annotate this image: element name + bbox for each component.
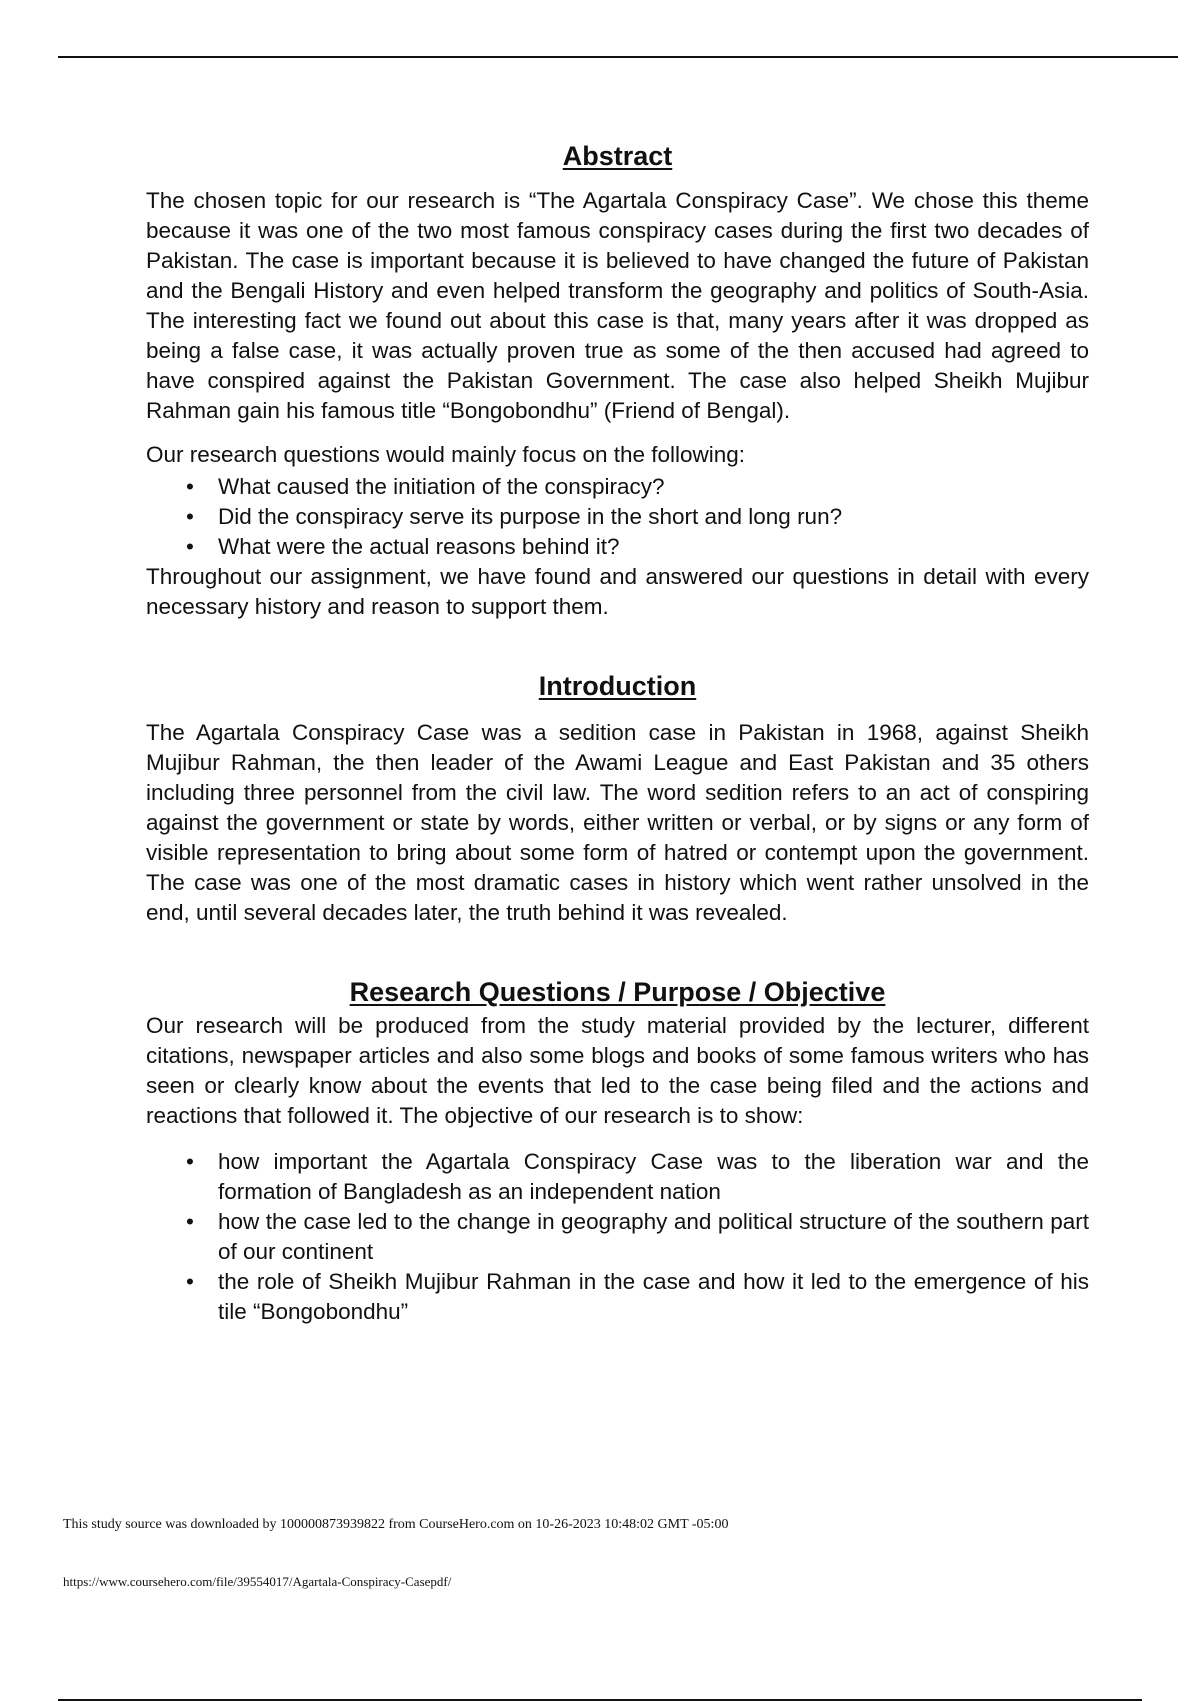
list-item: • the role of Sheikh Mujibur Rahman in the case and how it led to the emergence of his tile “Bongobondhu” bbox=[146, 1267, 1089, 1327]
list-item: • What caused the initiation of the conspiracy? bbox=[146, 472, 1089, 502]
top-divider bbox=[58, 56, 1178, 58]
questions-intro: Our research questions would mainly focus on the following: bbox=[146, 441, 746, 467]
download-source-note: This study source was downloaded by 100000873939822 from CourseHero.com on 10-26-2023 10:48:02 GMT -05:00 bbox=[63, 1517, 729, 1532]
research-questions-list bbox=[146, 472, 1089, 562]
abstract-heading: Abstract bbox=[562, 141, 673, 171]
list-item: • how the case led to the change in geography and political structure of the southern part of our continent bbox=[146, 1207, 1089, 1267]
research-paragraph: Our research will be produced from the study material provided by the lecturer, different citations, newspaper articles and also some blogs and books of some famous writers who has seen or clearly know about the events that led to the case being filed and the actions and reactions that followed it. The objective of our research is to show: bbox=[146, 1013, 1089, 1129]
introduction-heading: Introduction bbox=[538, 670, 697, 701]
research-heading: Research Questions / Purpose / Objective bbox=[349, 976, 886, 1007]
source-url[interactable]: https://www.coursehero.com/file/39554017/Agartala-Conspiracy-Casepdf/ bbox=[63, 1574, 452, 1589]
abstract-paragraph: The chosen topic for our research is “The Agartala Conspiracy Case”. We chose this theme because it was one of the two most famous conspiracy cases during the first two decades of Pakistan. The case is important because it is believed to have changed the future of Pakistan and the Bengali History and even helped transform the geography and politics of South-Asia. The interesting fact we found out about this case is that, many years after it was dropped as being a false case, it was actually proven true as some of the then accused had agreed to have conspired against the Pakistan Government. The case also helped Sheikh Mujibur Rahman gain his famous title “Bongobondhu” (Friend of Bengal). bbox=[146, 187, 1089, 423]
document-body bbox=[146, 140, 1089, 1327]
list-item: • Did the conspiracy serve its purpose in the short and long run? bbox=[146, 502, 1089, 532]
list-item: • how important the Agartala Conspiracy Case was to the liberation war and the formation of Bangladesh as an independent nation bbox=[146, 1147, 1089, 1207]
objectives-list bbox=[146, 1147, 1089, 1327]
abstract-conclusion: Throughout our assignment, we have found and answered our questions in detail with every necessary history and reason to support them. bbox=[146, 563, 1089, 619]
introduction-paragraph: The Agartala Conspiracy Case was a sedition case in Pakistan in 1968, against Sheikh Mujibur Rahman, the then leader of the Awami League and East Pakistan and 35 others including three personnel from the civil law. The word sedition refers to an act of conspiring against the government or state by words, either written or verbal, or by signs or any form of visible representation to bring about some form of hatred or contempt upon the government. The case was one of the most dramatic cases in history which went rather unsolved in the end, until several decades later, the truth behind it was revealed. bbox=[146, 719, 1089, 925]
list-item: • What were the actual reasons behind it? bbox=[146, 532, 1089, 562]
